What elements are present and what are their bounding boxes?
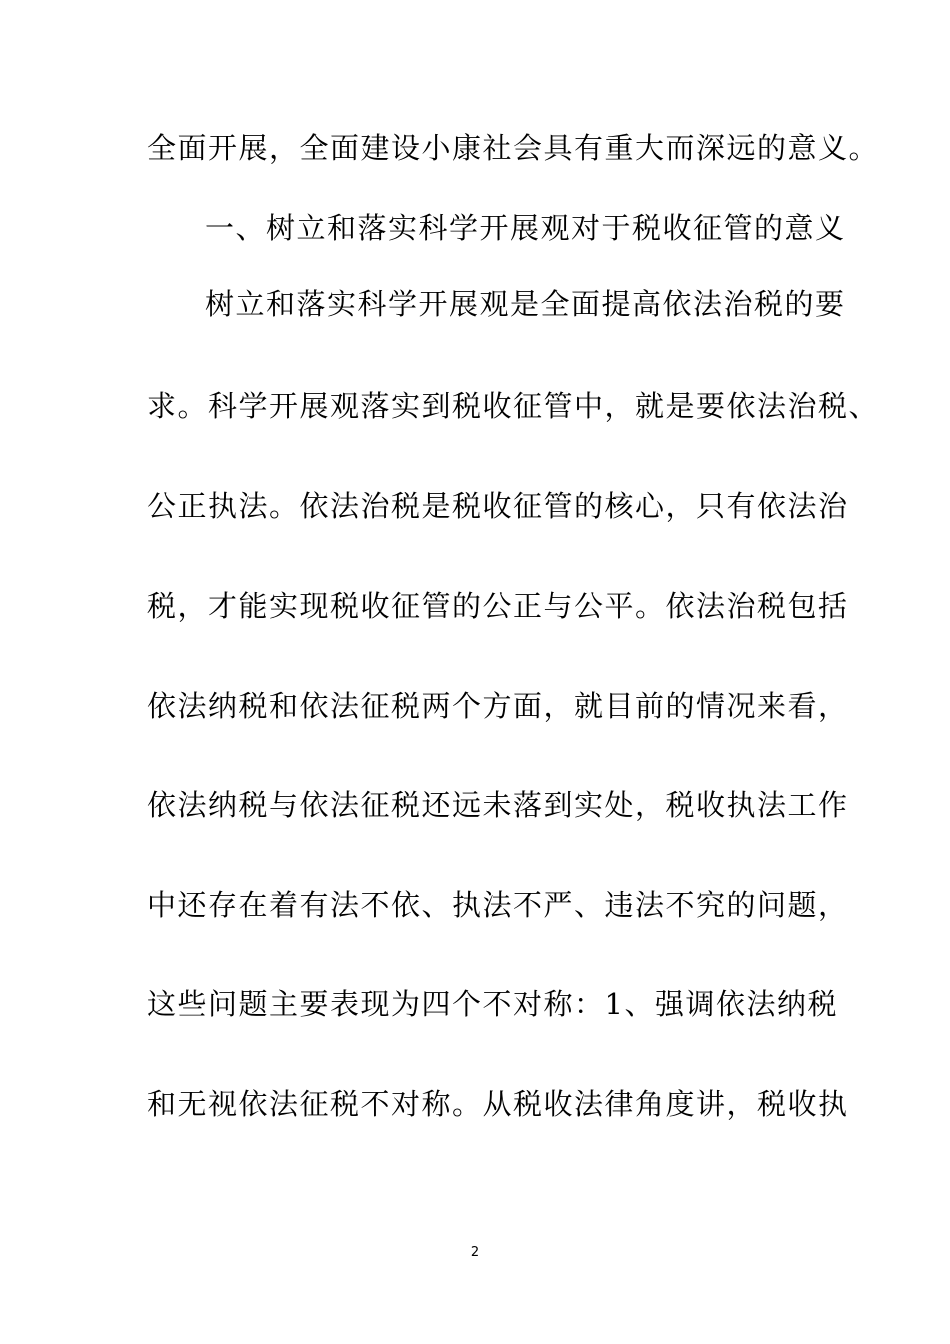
- section-heading: 一、树立和落实科学开展观对于税收征管的意义: [205, 211, 846, 245]
- page-number: 2: [470, 1245, 480, 1260]
- text-line-9: 中还存在着有法不依、执法不严、违法不究的问题，: [147, 888, 849, 922]
- text-line-10: 这些问题主要表现为四个不对称：1、强调依法纳税: [147, 987, 838, 1021]
- text-line-11: 和无视依法征税不对称。从税收法律角度讲，税收执: [147, 1087, 849, 1121]
- text-line-1: 全面开展，全面建设小康社会具有重大而深远的意义。: [147, 131, 880, 165]
- text-line-8: 依法纳税与依法征税还远未落到实处，税收执法工作: [147, 788, 849, 822]
- text-line-7: 依法纳税和依法征税两个方面，就目前的情况来看，: [147, 689, 849, 723]
- text-line-5: 公正执法。依法治税是税收征管的核心，只有依法治: [147, 489, 849, 523]
- text-line-3: 树立和落实科学开展观是全面提高依法治税的要: [205, 287, 846, 321]
- text-line-4: 求。科学开展观落实到税收征管中，就是要依法治税、: [147, 389, 880, 423]
- text-line-6: 税，才能实现税收征管的公正与公平。依法治税包括: [147, 589, 849, 623]
